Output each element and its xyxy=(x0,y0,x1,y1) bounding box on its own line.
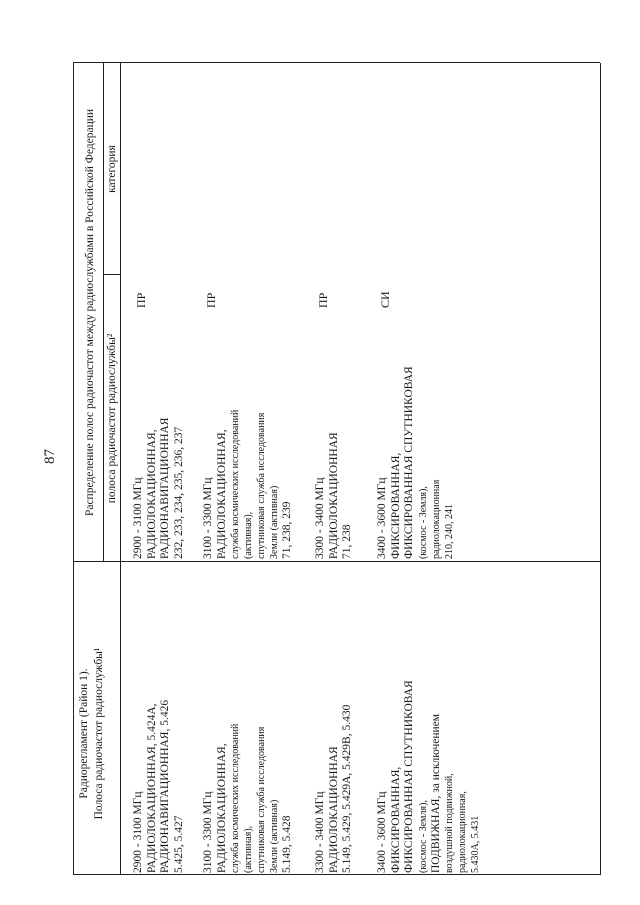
header-bottom-rule xyxy=(120,63,121,875)
row-3-category: ПР xyxy=(316,292,330,308)
row-3-left-cell xyxy=(314,705,355,873)
row-3-right-line: 71, 238 xyxy=(341,524,354,559)
row-4-left-line: (космос - Земля), xyxy=(417,800,429,873)
row-2-right-line: (активная), xyxy=(243,511,255,559)
header-band-column: полоса радиочастот радиослужбы² xyxy=(106,333,118,504)
row-3-left-line: РАДИОЛОКАЦИОННАЯ xyxy=(327,746,340,873)
row-2-right-line: 3100 - 3300 МГц xyxy=(202,477,214,559)
row-4-left-line: 3400 - 3600 МГц xyxy=(376,791,388,873)
row-1-left-line: 5.425, 5.427 xyxy=(172,815,185,873)
row-4-right-line: ФИКСИРОВАННАЯ, xyxy=(389,452,402,559)
row-1-left-line: РАДИОЛОКАЦИОННАЯ, 5.424A, xyxy=(145,703,158,873)
row-1-right-line: РАДИОЛОКАЦИОННАЯ, xyxy=(145,429,158,559)
row-2-right-line: Земли (активная) xyxy=(269,485,281,559)
row-4-right-line: (космос - Земля), xyxy=(417,486,429,559)
row-2-right-cell xyxy=(202,410,295,559)
row-4-left-line: ФИКСИРОВАННАЯ, xyxy=(389,766,402,873)
table-bottom-rule xyxy=(600,63,601,875)
row-4-left-line: ФИКСИРОВАННАЯ СПУТНИКОВАЯ xyxy=(403,680,416,873)
row-1-right-line: РАДИОНАВИГАЦИОННАЯ xyxy=(159,417,172,559)
row-4-right-line: ФИКСИРОВАННАЯ СПУТНИКОВАЯ xyxy=(403,366,416,559)
row-4-right-line: 3400 - 3600 МГц xyxy=(376,477,388,559)
row-2-right-line: 71, 238, 239 xyxy=(281,501,294,559)
row-4-right-line: 210, 240, 241 xyxy=(443,504,455,559)
row-2-right-line: РАДИОЛОКАЦИОННАЯ, xyxy=(215,429,228,559)
row-3-right-cell xyxy=(314,432,355,559)
row-2-left-line: 3100 - 3300 МГц xyxy=(202,791,214,873)
row-2-left-line: 5.149, 5.428 xyxy=(281,815,294,873)
header-left-title: Радиорегламент (Район 1). xyxy=(78,668,90,799)
table-top-rule xyxy=(73,63,74,875)
row-1-left-line: 2900 - 3100 МГц xyxy=(132,791,144,873)
row-1-left-cell xyxy=(132,700,186,873)
row-2-left-line: спутниковая служба исследования xyxy=(256,726,268,873)
row-1-category: ПР xyxy=(134,292,148,308)
row-2-left-line: служба космических исследований xyxy=(230,723,242,873)
row-4-left-line: воздушной подвижной, xyxy=(444,773,456,873)
row-4-left-cell xyxy=(376,680,482,873)
row-4-right-line: радиолокационная xyxy=(430,479,442,559)
table-left-border xyxy=(73,874,600,875)
row-2-left-line: (активная), xyxy=(243,825,255,873)
header-left-subtitle: Полоса радиочастот радиослужбы¹ xyxy=(93,647,105,820)
row-3-left-line: 3300 - 3400 МГц xyxy=(314,791,326,873)
row-1-right-cell xyxy=(132,418,186,559)
row-2-right-line: спутниковая служба исследования xyxy=(256,412,268,559)
row-1-left-line: РАДИОНАВИГАЦИОННАЯ, 5.426 xyxy=(159,699,172,873)
row-2-left-cell xyxy=(202,724,295,873)
row-1-right-line: 2900 - 3100 МГц xyxy=(132,477,144,559)
row-3-right-line: 3300 - 3400 МГц xyxy=(314,477,326,559)
row-4-left-line: 5.430A, 5.431 xyxy=(470,815,482,873)
row-4-category: СИ xyxy=(378,291,392,308)
row-4-left-line: радиолокационная, xyxy=(457,791,469,873)
column-divider xyxy=(73,561,600,562)
row-4-right-cell xyxy=(376,366,456,559)
row-3-left-line: 5.149, 5.429, 5.429A, 5.429B, 5.430 xyxy=(341,704,354,873)
header-right-title: Распределение полос радиочастот между радиослужбами в Российской Федерации xyxy=(84,108,96,517)
row-2-category: ПР xyxy=(204,292,218,308)
header-divider-rule xyxy=(103,63,104,562)
table-right-border xyxy=(73,62,600,63)
row-2-left-line: РАДИОЛОКАЦИОННАЯ, xyxy=(215,743,228,873)
header-category-column: категория xyxy=(106,145,118,193)
row-2-right-line: служба космических исследований xyxy=(230,409,242,559)
row-4-left-line: ПОДВИЖНАЯ, за исключением xyxy=(429,713,442,873)
row-1-right-line: 232, 233, 234, 235, 236, 237 xyxy=(172,426,185,559)
row-2-left-line: Земли (активная) xyxy=(269,799,281,873)
row-3-right-line: РАДИОЛОКАЦИОННАЯ xyxy=(327,432,340,559)
page-number: 87 xyxy=(42,449,58,464)
